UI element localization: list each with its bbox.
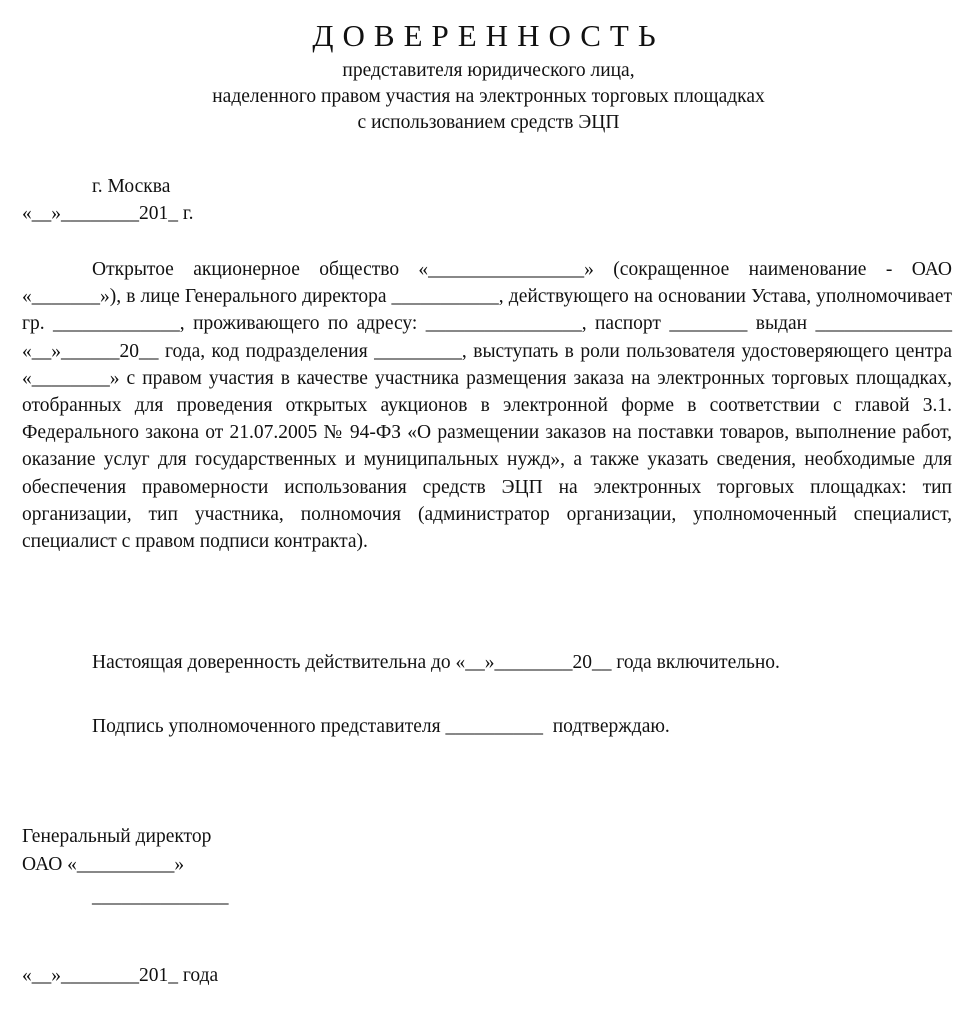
footer-date-line: «__»________201_ года (22, 965, 219, 986)
subtitle-line-1: представителя юридического лица, (342, 60, 635, 81)
validity-line: Настоящая доверенность действительна до «__»________20__ года включительно. (92, 652, 780, 673)
main-paragraph (22, 256, 952, 555)
issue-date-line: «__»________201_ г. (22, 203, 194, 224)
subtitle-line-3: с использованием средств ЭЦП (357, 112, 620, 133)
signature-confirm-line: Подпись уполномоченного представителя __________ подтверждаю. (92, 716, 670, 737)
document-title: ДОВЕРЕННОСТЬ (312, 18, 665, 53)
signature-blank: ______________ (92, 886, 229, 907)
subtitle-line-2: наделенного правом участия на электронных торговых площадках (212, 86, 765, 107)
signatory-title: Генеральный директор (22, 826, 212, 847)
main-paragraph-text: Открытое акционерное общество «________________» (сокращенное наименование - ОАО «_______»), в лице Генерального директора ___________, действующего на основании Устава, уполномочивает гр. _____________, проживающего по адресу: ________________, паспорт ________ выдан ______________ «__»______20__ года, код подразделения _________, выступать в роли пользователя удостоверяющего центра «________» с правом участия в качестве участника размещения заказа на электронных торговых площадках, отобранных для проведения открытых аукционов в электронной форме в соответствии с главой 3.1. Федерального закона от 21.07.2005 № 94-ФЗ «О размещении заказов на поставки товаров, выполнение работ, оказание услуг для государственных и муниципальных нужд», а также указать сведения, необходимые для обеспечения правомерности использования средств ЭЦП на электронных торговых площадках: тип организации, тип участника, полномочия (администратор организации, уполномоченный специалист, специалист с правом подписи контракта). (22, 259, 952, 553)
signatory-org: ОАО «__________» (22, 854, 185, 875)
city-line: г. Москва (92, 176, 171, 197)
